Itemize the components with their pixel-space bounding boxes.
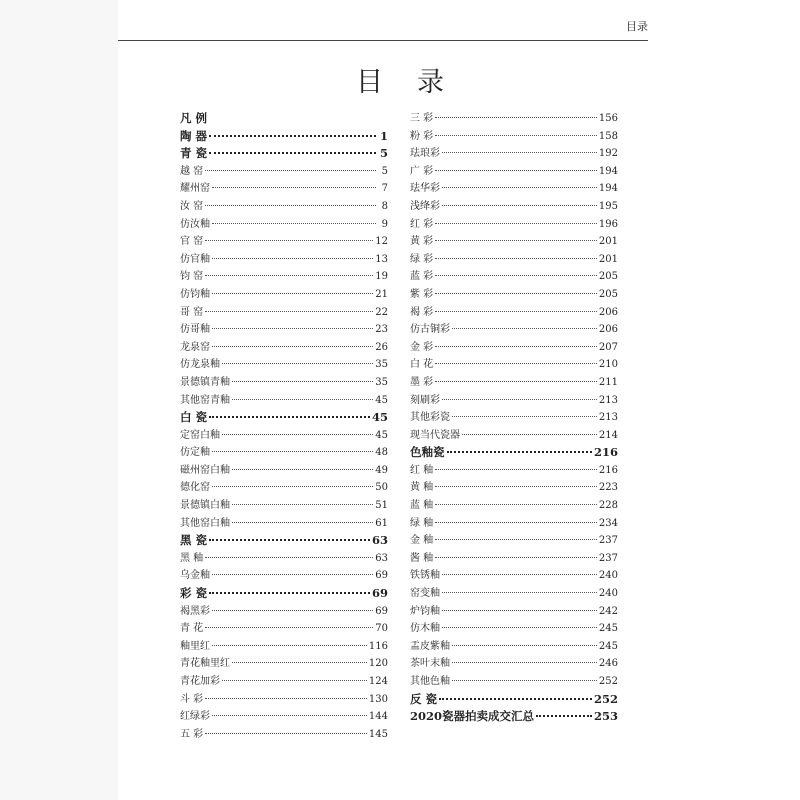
toc-entry-page-number: 145	[368, 728, 388, 740]
toc-entry-label: 钧 窑	[180, 271, 204, 283]
toc-entry-label: 其他窑青釉	[180, 394, 230, 406]
toc-entry-label: 青花釉里红	[180, 658, 230, 670]
toc-entry-page-number: 234	[598, 517, 618, 529]
toc-entry[interactable]	[180, 356, 388, 374]
toc-entry-page-number: 21	[375, 288, 388, 300]
toc-entry-label: 白 花	[410, 359, 434, 371]
toc-left-column	[180, 110, 388, 743]
toc-entry[interactable]	[180, 233, 388, 251]
toc-entry-page-number: 61	[375, 517, 388, 529]
running-header-section: 目录	[626, 20, 648, 33]
toc-entry-label: 乌金釉	[180, 570, 210, 582]
toc-entry-page-number: 120	[368, 658, 388, 670]
dot-leader	[232, 399, 373, 400]
toc-entry[interactable]	[410, 392, 618, 410]
toc-entry-label: 五 彩	[180, 728, 204, 740]
toc-entry[interactable]	[180, 603, 388, 621]
toc-entry[interactable]	[180, 620, 388, 638]
toc-entry-page-number: 130	[368, 693, 388, 705]
dot-leader	[209, 135, 376, 137]
dot-leader	[435, 522, 597, 523]
toc-entry-label: 粉 彩	[410, 130, 434, 142]
dot-leader	[209, 416, 370, 418]
dot-leader	[435, 311, 597, 312]
toc-entry-page-number: 195	[598, 200, 618, 212]
dot-leader	[452, 662, 597, 663]
toc-entry-page-number: 144	[368, 711, 388, 723]
toc-entry[interactable]	[180, 339, 388, 357]
toc-entry-label: 仿哥釉	[180, 324, 210, 336]
dot-leader	[442, 399, 597, 400]
toc-entry-page-number: 242	[598, 605, 618, 617]
toc-entry-label: 色釉瓷	[410, 445, 445, 460]
toc-entry-page-number: 12	[375, 236, 388, 248]
toc-entry-label: 褐 彩	[410, 306, 434, 318]
toc-entry-page-number: 216	[593, 445, 618, 460]
toc-entry[interactable]	[180, 462, 388, 480]
dot-leader	[205, 733, 367, 734]
toc-entry-page-number: 22	[375, 306, 388, 318]
dot-leader	[442, 187, 597, 188]
dot-leader	[232, 662, 367, 663]
toc-entry-page-number: 213	[598, 412, 618, 424]
dot-leader	[209, 592, 370, 594]
dot-leader	[205, 311, 373, 312]
dot-leader	[205, 240, 373, 241]
toc-entry-label: 蓝 彩	[410, 271, 434, 283]
toc-entry[interactable]	[410, 374, 618, 392]
toc-entry-page-number: 35	[375, 376, 388, 388]
toc-entry[interactable]	[180, 198, 388, 216]
toc-entry-label: 绿 釉	[410, 517, 434, 529]
dot-leader	[435, 363, 597, 364]
toc-entry-page-number: 35	[375, 359, 388, 371]
dot-leader	[442, 610, 597, 611]
dot-leader	[205, 557, 373, 558]
dot-leader	[439, 698, 592, 700]
toc-entry-page-number: 206	[598, 306, 618, 318]
toc-entry[interactable]	[410, 427, 618, 445]
toc-section-entry[interactable]	[410, 708, 618, 726]
toc-entry-page-number: 23	[375, 324, 388, 336]
toc-entry[interactable]	[180, 268, 388, 286]
dot-leader	[442, 627, 597, 628]
dot-leader	[435, 135, 597, 136]
toc-entry-page-number: 70	[375, 623, 388, 635]
toc-entry-page-number: 69	[375, 570, 388, 582]
toc-entry[interactable]	[180, 638, 388, 656]
toc-entry-page-number: 116	[368, 640, 388, 652]
dot-leader	[442, 205, 597, 206]
toc-entry[interactable]	[180, 392, 388, 410]
toc-entry-label: 炉钧釉	[410, 605, 440, 617]
toc-entry-label: 仿汝釉	[180, 218, 210, 230]
toc-entry-label: 现当代瓷器	[410, 429, 460, 441]
toc-entry[interactable]	[410, 479, 618, 497]
toc-entry-label: 盂皮紫釉	[410, 640, 450, 652]
toc-entry-page-number: 252	[593, 691, 618, 706]
dot-leader	[232, 469, 373, 470]
dot-leader	[212, 346, 373, 347]
toc-entry-label: 2020瓷器拍卖成交汇总	[410, 709, 535, 724]
dot-leader	[452, 645, 597, 646]
toc-entry-page-number: 240	[598, 588, 618, 600]
dot-leader	[232, 381, 373, 382]
toc-entry-page-number: 237	[598, 535, 618, 547]
toc-entry-label: 景德镇青釉	[180, 376, 230, 388]
dot-leader	[209, 152, 376, 154]
toc-entry-page-number: 50	[375, 482, 388, 494]
toc-entry-page-number: 69	[371, 586, 388, 601]
toc-entry[interactable]	[410, 321, 618, 339]
toc-section-entry[interactable]	[180, 409, 388, 427]
toc-entry[interactable]	[180, 163, 388, 181]
dot-leader	[205, 627, 373, 628]
toc-entry-label: 紫 彩	[410, 288, 434, 300]
toc-entry-page-number: 49	[375, 464, 388, 476]
toc-entry-label: 龙泉窑	[180, 341, 210, 353]
toc-entry-page-number: 9	[381, 218, 388, 230]
dot-leader	[209, 539, 370, 541]
toc-entry-label: 仿钧釉	[180, 288, 210, 300]
toc-entry-label: 金 釉	[410, 535, 434, 547]
toc-entry-page-number: 45	[371, 410, 388, 425]
toc-entry-page-number: 124	[368, 676, 388, 687]
toc-entry-label: 白 瓷	[180, 410, 208, 425]
toc-entry-label: 珐琅彩	[410, 148, 440, 160]
toc-entry-label: 浅绛彩	[410, 200, 440, 212]
toc-entry[interactable]	[410, 198, 618, 216]
toc-right-column	[410, 110, 618, 726]
toc-entry[interactable]	[180, 304, 388, 322]
toc-entry-label: 仿古铜彩	[410, 324, 450, 336]
toc-entry-page-number: 1	[379, 128, 388, 143]
toc-entry-label: 定窑白釉	[180, 429, 220, 441]
toc-entry[interactable]	[180, 515, 388, 533]
toc-entry[interactable]	[410, 638, 618, 656]
dot-leader	[435, 293, 597, 294]
toc-entry-label: 陶 器	[180, 128, 208, 143]
dot-leader	[435, 539, 597, 540]
toc-entry[interactable]	[410, 532, 618, 550]
toc-entry-label: 斗 彩	[180, 693, 204, 705]
toc-entry-page-number: 48	[375, 447, 388, 459]
toc-section-entry[interactable]	[410, 444, 618, 462]
toc-entry-label: 其他彩瓷	[410, 412, 450, 424]
dot-leader	[212, 645, 367, 646]
dot-leader	[212, 258, 373, 259]
toc-entry-label: 仿龙泉釉	[180, 359, 220, 371]
toc-entry[interactable]	[180, 180, 388, 198]
toc-entry-page-number: 211	[598, 376, 618, 388]
toc-entry-label: 酱 釉	[410, 552, 434, 564]
toc-entry[interactable]	[180, 691, 388, 709]
toc-section-entry[interactable]	[180, 128, 388, 146]
toc-entry-page-number: 214	[598, 429, 618, 441]
toc-entry-page-number: 207	[598, 341, 618, 353]
toc-entry-page-number: 45	[375, 394, 388, 406]
dot-leader	[212, 293, 373, 294]
dot-leader	[232, 522, 373, 523]
dot-leader	[442, 592, 597, 593]
toc-section-entry[interactable]	[410, 691, 618, 709]
dot-leader	[205, 170, 376, 171]
toc-entry-label: 景德镇白釉	[180, 500, 230, 512]
dot-leader	[435, 381, 597, 382]
dot-leader	[205, 698, 367, 699]
toc-entry[interactable]	[410, 180, 618, 198]
toc-entry-label: 青花加彩	[180, 676, 220, 687]
toc-entry-label: 黄 釉	[410, 482, 434, 494]
toc-entry-page-number: 253	[593, 709, 618, 724]
dot-leader	[222, 434, 373, 435]
toc-entry[interactable]	[410, 655, 618, 673]
toc-entry-label: 仿官釉	[180, 253, 210, 265]
toc-entry[interactable]	[410, 585, 618, 603]
toc-entry-page-number: 246	[598, 658, 618, 670]
toc-entry[interactable]	[410, 216, 618, 234]
toc-entry-label: 青 花	[180, 623, 204, 635]
toc-entry[interactable]	[410, 145, 618, 163]
dot-leader	[212, 574, 373, 575]
toc-entry-label: 其他窑白釉	[180, 517, 230, 529]
toc-entry[interactable]	[410, 268, 618, 286]
dot-leader	[212, 610, 373, 611]
toc-entry[interactable]	[180, 286, 388, 304]
toc-entry-page-number: 205	[598, 271, 618, 283]
toc-entry-label: 汝 窑	[180, 200, 204, 212]
toc-section-entry[interactable]	[180, 145, 388, 163]
toc-entry[interactable]	[410, 620, 618, 638]
toc-entry-label: 褐黑彩	[180, 605, 210, 617]
toc-entry[interactable]	[180, 321, 388, 339]
toc-entry-label: 墨 彩	[410, 376, 434, 388]
dot-leader	[212, 328, 373, 329]
dot-leader	[435, 504, 597, 505]
toc-entry-page-number: 7	[381, 183, 388, 195]
toc-entry[interactable]	[410, 251, 618, 269]
dot-leader	[212, 187, 376, 188]
toc-entry-page-number: 45	[375, 429, 388, 441]
dot-leader	[442, 152, 597, 153]
dot-leader	[536, 715, 592, 717]
toc-section-entry[interactable]	[180, 585, 388, 603]
toc-entry-page-number: 13	[375, 253, 388, 265]
dot-leader	[452, 328, 597, 329]
dot-leader	[212, 451, 373, 452]
toc-entry-label: 刻刷彩	[410, 394, 440, 406]
dot-leader	[222, 680, 367, 681]
toc-entry-page-number: 69	[375, 605, 388, 617]
toc-entry[interactable]	[410, 163, 618, 181]
toc-entry-label: 红 彩	[410, 218, 434, 230]
toc-entry-page-number: 8	[381, 200, 388, 212]
toc-entry[interactable]	[180, 427, 388, 445]
toc-entry-page-number: 51	[375, 500, 388, 512]
toc-entry-page-number: 19	[375, 271, 388, 283]
toc-entry-label: 窑变釉	[410, 588, 440, 600]
dot-leader	[205, 275, 373, 276]
toc-entry-label: 金 彩	[410, 341, 434, 353]
toc-entry[interactable]	[410, 515, 618, 533]
dot-leader	[442, 574, 597, 575]
dot-leader	[435, 275, 597, 276]
dot-leader	[435, 170, 597, 171]
toc-section-entry[interactable]	[180, 532, 388, 550]
toc-entry-page-number: 237	[598, 552, 618, 564]
toc-entry-page-number: 240	[598, 570, 618, 582]
toc-entry-label: 磁州窑白釉	[180, 464, 230, 476]
toc-entry-label: 耀州窑	[180, 183, 210, 195]
dot-leader	[462, 434, 597, 435]
dot-leader	[447, 451, 592, 453]
toc-entry-label: 黄 彩	[410, 236, 434, 248]
toc-entry[interactable]	[180, 216, 388, 234]
toc-entry-label: 黑 釉	[180, 552, 204, 564]
toc-entry-page-number: 156	[598, 113, 618, 124]
toc-entry-page-number: 213	[598, 394, 618, 406]
toc-entry-label: 凡 例	[180, 111, 208, 125]
page-title: 目录	[356, 67, 478, 98]
toc-entry-label: 彩 瓷	[180, 586, 208, 601]
toc-entry-page-number: 5	[381, 165, 388, 177]
toc-entry-label: 蓝 釉	[410, 500, 434, 512]
toc-entry-label: 红 釉	[410, 464, 434, 476]
toc-section-entry[interactable]	[180, 110, 388, 128]
toc-entry-label: 绿 彩	[410, 253, 434, 265]
dot-leader	[435, 469, 597, 470]
toc-entry-label: 铁锈釉	[410, 570, 440, 582]
toc-entry-label: 青 瓷	[180, 146, 208, 161]
toc-entry[interactable]	[410, 233, 618, 251]
toc-entry[interactable]	[410, 304, 618, 322]
toc-entry[interactable]	[410, 128, 618, 146]
toc-entry-label: 珐华彩	[410, 183, 440, 195]
toc-entry-page-number: 228	[598, 500, 618, 512]
toc-entry[interactable]	[410, 110, 618, 128]
toc-entry[interactable]	[410, 462, 618, 480]
toc-entry-label: 其他色釉	[410, 676, 450, 687]
dot-leader	[212, 486, 373, 487]
toc-entry[interactable]	[180, 567, 388, 585]
dot-leader	[435, 557, 597, 558]
toc-entry-page-number: 210	[598, 359, 618, 371]
toc-entry-page-number: 5	[379, 146, 388, 161]
toc-entry-page-number: 216	[598, 464, 618, 476]
toc-entry[interactable]	[410, 356, 618, 374]
toc-entry-page-number: 63	[371, 533, 388, 548]
toc-entry-page-number: 206	[598, 324, 618, 336]
toc-entry-label: 黑 瓷	[180, 533, 208, 548]
dot-leader	[232, 504, 373, 505]
toc-entry[interactable]	[180, 673, 388, 691]
toc-entry-label: 仿定釉	[180, 447, 210, 459]
dot-leader	[222, 363, 373, 364]
dot-leader	[435, 258, 597, 259]
dot-leader	[435, 117, 597, 118]
toc-entry-page-number: 158	[598, 130, 618, 142]
toc-entry-page-number: 245	[598, 640, 618, 652]
toc-entry[interactable]	[410, 567, 618, 585]
toc-entry-label: 仿木釉	[410, 623, 440, 635]
toc-entry[interactable]	[180, 251, 388, 269]
toc-entry[interactable]	[410, 409, 618, 427]
toc-entry-label: 德化窑	[180, 482, 210, 494]
toc-entry[interactable]	[180, 708, 388, 726]
toc-entry-page-number: 205	[598, 288, 618, 300]
toc-entry-page-number: 245	[598, 623, 618, 635]
toc-entry-label: 哥 窑	[180, 306, 204, 318]
toc-entry-page-number: 196	[598, 218, 618, 230]
toc-entry[interactable]	[180, 550, 388, 568]
toc-entry[interactable]	[180, 726, 388, 744]
toc-entry-label: 三 彩	[410, 113, 434, 124]
toc-entry[interactable]	[180, 497, 388, 515]
dot-leader	[435, 240, 597, 241]
dot-leader	[205, 205, 376, 206]
dot-leader	[212, 223, 376, 224]
toc-entry-label: 广 彩	[410, 165, 434, 177]
dot-leader	[212, 715, 367, 716]
toc-entry[interactable]	[180, 655, 388, 673]
toc-entry-page-number: 192	[598, 148, 618, 160]
dot-leader	[435, 346, 597, 347]
toc-entry-page-number: 201	[598, 253, 618, 265]
toc-entry[interactable]	[410, 550, 618, 568]
toc-entry[interactable]	[410, 673, 618, 691]
dot-leader	[452, 680, 597, 681]
toc-entry[interactable]	[180, 444, 388, 462]
dot-leader	[435, 223, 597, 224]
toc-entry-label: 越 窑	[180, 165, 204, 177]
toc-entry-page-number: 223	[598, 482, 618, 494]
toc-entry-page-number: 63	[375, 552, 388, 564]
toc-entry[interactable]	[410, 603, 618, 621]
running-header	[118, 20, 648, 41]
toc-entry-page-number: 194	[598, 165, 618, 177]
toc-entry-label: 官 窑	[180, 236, 204, 248]
toc-entry-page-number: 26	[375, 341, 388, 353]
dot-leader	[452, 416, 597, 417]
toc-entry-label: 反 瓷	[410, 691, 438, 706]
toc-entry-label: 釉里红	[180, 640, 210, 652]
toc-entry-page-number: 194	[598, 183, 618, 195]
toc-entry[interactable]	[180, 479, 388, 497]
toc-entry[interactable]	[410, 286, 618, 304]
dot-leader	[435, 486, 597, 487]
toc-entry[interactable]	[410, 497, 618, 515]
toc-entry[interactable]	[180, 374, 388, 392]
toc-entry[interactable]	[410, 339, 618, 357]
toc-entry-label: 茶叶末釉	[410, 658, 450, 670]
toc-entry-page-number: 201	[598, 236, 618, 248]
toc-entry-label: 红绿彩	[180, 711, 210, 723]
toc-entry-page-number: 252	[598, 676, 618, 687]
